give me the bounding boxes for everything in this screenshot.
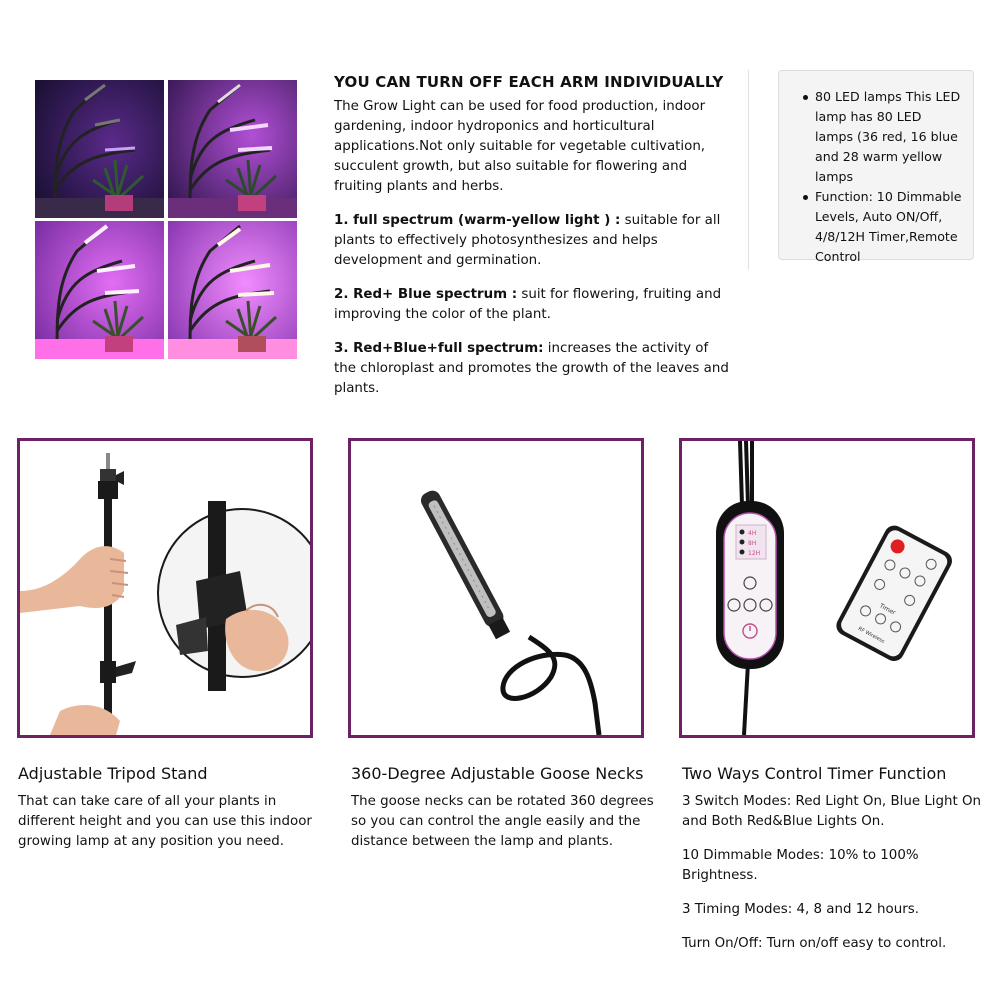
spectrum-point-label: 1. full spectrum (warm-yellow light ) : — [334, 213, 621, 228]
spectrum-point-text: suit for flowering, fruiting and improving the color of the plant. — [334, 287, 722, 322]
timer-label-8h: 8H — [748, 540, 757, 547]
spec-list — [789, 87, 963, 267]
feature-title: 360-Degree Adjustable Goose Necks — [351, 764, 644, 783]
feature-description: The goose necks can be rotated 360 degrees so you can control the angle easily and the distance between the lamp and plants. — [351, 794, 654, 849]
grow-light-photo-three-arms — [168, 221, 297, 359]
intro-paragraph: The Grow Light can be used for food production, indoor gardening, indoor hydroponics and horticultural applications.Not only suitable for vegetable cultivation, succulent growth, but also suitable for flowering and fruiting plants and herbs. — [334, 99, 706, 194]
gooseneck-image — [348, 438, 644, 738]
spectrum-point-3 — [334, 339, 729, 399]
feature-dimmable-modes: 10 Dimmable Modes: 10% to 100% Brightness. — [682, 848, 919, 883]
feature-switch-modes: 3 Switch Modes: Red Light On, Blue Light On and Both Red&Blue Lights On. — [682, 794, 982, 829]
feature-gooseneck — [351, 763, 656, 866]
timer-label-4h: 4H — [748, 530, 757, 537]
grow-light-photo-two-arms — [35, 221, 164, 359]
remote-wireless-label: RF Wireless — [856, 625, 886, 645]
feature-tripod — [18, 763, 323, 866]
feature-timing-modes: 3 Timing Modes: 4, 8 and 12 hours. — [682, 902, 919, 917]
timer-label-12h: 12H — [748, 550, 761, 557]
timer-controller-image — [679, 438, 975, 738]
remote-timer-label: Timer — [878, 602, 897, 617]
spectrum-point-1 — [334, 211, 729, 271]
spectrum-point-text: increases the activity of the chloroplast and promotes the growth of the leaves and plants. — [334, 341, 729, 396]
feature-timer-control — [682, 763, 987, 968]
intro-heading: YOU CAN TURN OFF EACH ARM INDIVIDUALLY — [334, 73, 724, 91]
intro-section — [334, 72, 729, 413]
spectrum-point-2 — [334, 285, 729, 325]
vertical-divider — [748, 70, 749, 270]
feature-description: That can take care of all your plants in different height and you can use this indoor growing lamp at any position you need. — [18, 794, 312, 849]
grow-light-collage — [35, 80, 298, 359]
grow-light-photo-one-arm — [168, 80, 297, 218]
spectrum-point-label: 3. Red+Blue+full spectrum: — [334, 341, 544, 356]
feature-turn-on-off: Turn On/Off: Turn on/off easy to control. — [682, 936, 947, 951]
feature-title: Two Ways Control Timer Function — [682, 764, 947, 783]
spectrum-point-text: suitable for all plants to effectively photosynthesizes and helps development and germination. — [334, 213, 721, 268]
spec-item: Function: 10 Dimmable Levels, Auto ON/Off, 4/8/12H Timer,Remote Control — [789, 187, 963, 267]
feature-title: Adjustable Tripod Stand — [18, 764, 208, 783]
spec-item: 80 LED lamps This LED lamp has 80 LED lamps (36 red, 16 blue and 28 warm yellow lamps — [789, 87, 963, 187]
tripod-stand-image — [17, 438, 313, 738]
spectrum-point-label: 2. Red+ Blue spectrum : — [334, 287, 518, 302]
grow-light-photo-dark — [35, 80, 164, 218]
spec-box — [778, 70, 974, 264]
